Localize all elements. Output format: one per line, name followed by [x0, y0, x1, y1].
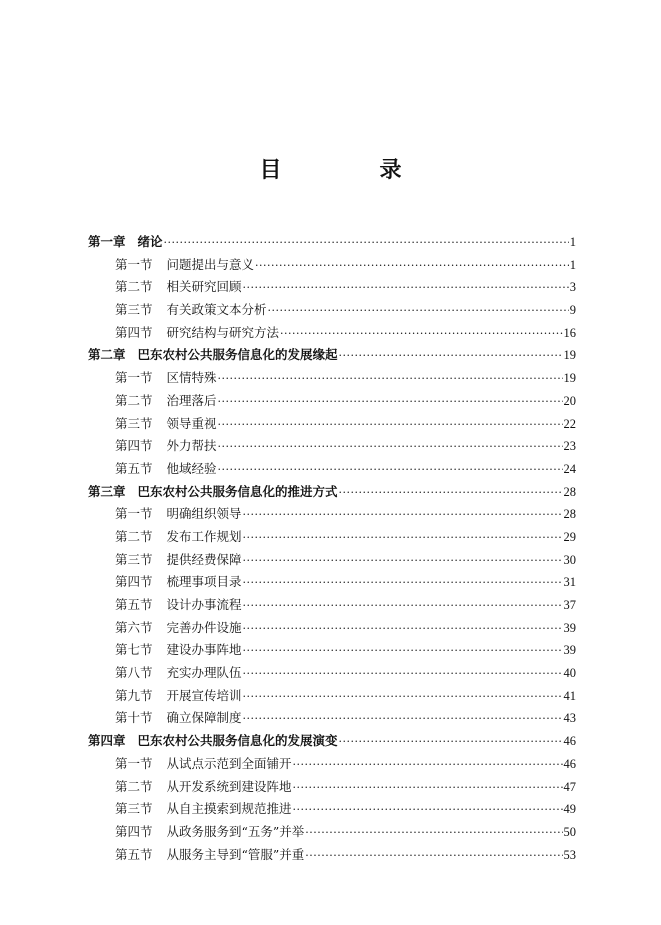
toc-dot-leader	[268, 300, 569, 323]
toc-entry-title: 提供经费保障	[166, 551, 242, 567]
toc-dot-leader	[339, 731, 563, 754]
toc-entry-title: 外力帮扶	[166, 438, 217, 454]
toc-section-row[interactable]	[88, 844, 576, 867]
toc-entry-title: 巴东农村公共服务信息化的发展缘起	[137, 347, 338, 363]
toc-entry-title: 问题提出与意义	[166, 256, 255, 272]
toc-section-row[interactable]	[88, 435, 576, 458]
toc-entry-title: 确立保障制度	[166, 710, 242, 726]
toc-page-number: 28	[563, 507, 576, 522]
toc-entry-number: 第二节	[115, 279, 153, 295]
toc-page-number: 30	[563, 552, 576, 567]
toc-dot-leader	[305, 822, 562, 845]
toc-entry-title: 设计办事流程	[166, 597, 242, 612]
toc-dot-leader	[243, 686, 563, 709]
toc-section-row[interactable]	[88, 367, 576, 390]
toc-page-number: 22	[563, 416, 576, 431]
toc-section-row[interactable]	[88, 503, 576, 526]
toc-entry-number: 第二节	[115, 528, 153, 544]
toc-chapter-row[interactable]	[88, 730, 576, 753]
toc-entry-title: 从政务服务到“五务”并举	[166, 823, 305, 839]
toc-entry-number: 第八节	[115, 665, 153, 681]
toc-page-number: 50	[563, 824, 576, 839]
toc-entry-title: 明确组织领导	[166, 506, 242, 522]
toc-page-number: 46	[563, 756, 576, 771]
toc-page-number: 23	[563, 439, 576, 454]
toc-entry-number: 第四节	[115, 324, 153, 340]
toc-entry-title: 区情特殊	[166, 370, 217, 386]
toc-entry-number: 第五节	[115, 846, 153, 862]
toc-page-number: 24	[563, 461, 576, 476]
toc-section-row[interactable]	[88, 254, 576, 277]
toc-entry-number: 第四节	[115, 574, 153, 590]
toc-page-number: 46	[563, 734, 576, 749]
toc-entry-number: 第七节	[115, 642, 153, 658]
toc-section-row[interactable]	[88, 526, 576, 549]
toc-section-row[interactable]	[88, 662, 576, 685]
toc-dot-leader	[218, 414, 563, 437]
toc-entry-number: 第五节	[115, 460, 153, 476]
toc-section-row[interactable]	[88, 390, 576, 413]
table-of-contents	[88, 231, 576, 866]
toc-entry-title: 他域经验	[166, 460, 217, 476]
toc-entry-title: 巴东农村公共服务信息化的推进方式	[137, 483, 338, 499]
toc-dot-leader	[218, 391, 563, 414]
toc-page-number: 37	[563, 598, 576, 612]
toc-dot-leader	[243, 277, 569, 300]
toc-entry-number: 第四节	[115, 438, 153, 454]
toc-dot-leader	[293, 777, 563, 800]
toc-entry-title: 治理落后	[166, 392, 217, 408]
toc-dot-leader	[305, 845, 562, 868]
toc-dot-leader	[243, 595, 563, 618]
toc-entry-title: 从自主摸索到规范推进	[166, 801, 292, 817]
toc-dot-leader	[164, 232, 569, 255]
toc-entry-title: 有关政策文本分析	[166, 302, 267, 318]
toc-entry-number: 第五节	[115, 597, 153, 612]
toc-dot-leader	[218, 368, 563, 391]
toc-entry-number: 第二章	[88, 347, 126, 363]
toc-dot-leader	[255, 255, 569, 278]
toc-entry-title: 发布工作规划	[166, 528, 242, 544]
toc-section-row[interactable]	[88, 549, 576, 572]
toc-page-number: 3	[569, 280, 576, 295]
toc-entry-title: 巴东农村公共服务信息化的发展演变	[137, 733, 338, 749]
toc-dot-leader	[243, 527, 563, 550]
toc-entry-number: 第三节	[115, 302, 153, 318]
toc-page-number: 41	[563, 688, 576, 703]
toc-section-row[interactable]	[88, 571, 576, 594]
toc-dot-leader	[243, 618, 563, 641]
toc-dot-leader	[280, 323, 562, 346]
toc-section-row[interactable]	[88, 821, 576, 844]
toc-entry-title: 完善办件设施	[166, 619, 242, 635]
toc-dot-leader	[243, 663, 563, 686]
toc-section-row[interactable]	[88, 458, 576, 481]
toc-entry-title: 建设办事阵地	[166, 642, 242, 658]
toc-page-number: 1	[569, 235, 576, 249]
toc-chapter-row[interactable]	[88, 481, 576, 504]
toc-entry-number: 第三节	[115, 551, 153, 567]
toc-page-number: 9	[569, 303, 576, 318]
toc-entry-number: 第二节	[115, 392, 153, 408]
page-title: 目 录	[259, 157, 440, 183]
toc-page-number: 39	[563, 643, 576, 658]
toc-entry-title: 梳理事项目录	[166, 574, 242, 590]
toc-section-row[interactable]	[88, 276, 576, 299]
toc-page-number: 28	[563, 484, 576, 499]
toc-entry-number: 第一节	[115, 256, 153, 272]
toc-entry-number: 第三节	[115, 801, 153, 817]
toc-entry-number: 第一章	[88, 234, 126, 249]
toc-section-row[interactable]	[88, 594, 576, 617]
toc-page-number: 47	[563, 779, 576, 794]
toc-entry-title: 从试点示范到全面铺开	[166, 755, 292, 771]
toc-entry-number: 第四章	[88, 733, 126, 749]
toc-entry-number: 第六节	[115, 619, 153, 635]
toc-page-number: 1	[569, 257, 576, 272]
toc-section-row[interactable]	[88, 322, 576, 345]
toc-dot-leader	[218, 459, 563, 482]
toc-page-number: 16	[563, 325, 576, 340]
toc-page-number: 49	[563, 802, 576, 817]
toc-entry-number: 第三章	[88, 483, 126, 499]
toc-entry-title: 绪论	[137, 234, 163, 249]
toc-page-number: 20	[563, 393, 576, 408]
toc-page-number: 29	[563, 529, 576, 544]
toc-section-row[interactable]	[88, 413, 576, 436]
toc-entry-title: 开展宣传培训	[166, 687, 242, 703]
toc-dot-leader	[293, 754, 563, 777]
toc-page-number: 39	[563, 620, 576, 635]
toc-entry-number: 第四节	[115, 823, 153, 839]
toc-page-number: 53	[563, 847, 576, 862]
toc-page-number: 19	[563, 371, 576, 386]
toc-section-row[interactable]	[88, 617, 576, 640]
toc-section-row[interactable]	[88, 707, 576, 730]
toc-entry-title: 从服务主导到“管服”并重	[166, 846, 305, 862]
toc-section-row[interactable]	[88, 685, 576, 708]
toc-entry-number: 第十节	[115, 710, 153, 726]
toc-dot-leader	[339, 345, 563, 368]
toc-dot-leader	[243, 640, 563, 663]
toc-entry-number: 第一节	[115, 755, 153, 771]
toc-section-row[interactable]	[88, 299, 576, 322]
toc-entry-title: 相关研究回顾	[166, 279, 242, 295]
toc-dot-leader	[218, 436, 563, 459]
toc-page-number: 19	[563, 348, 576, 363]
toc-dot-leader	[293, 799, 563, 822]
toc-chapter-row[interactable]	[88, 231, 576, 254]
toc-dot-leader	[243, 550, 563, 573]
toc-entry-number: 第三节	[115, 415, 153, 431]
toc-entry-title: 领导重视	[166, 415, 217, 431]
toc-section-row[interactable]	[88, 776, 576, 799]
toc-page-number: 31	[563, 575, 576, 590]
toc-dot-leader	[243, 572, 563, 595]
toc-entry-title: 从开发系统到建设阵地	[166, 778, 292, 794]
toc-entry-title: 充实办理队伍	[166, 665, 242, 681]
toc-entry-number: 第二节	[115, 778, 153, 794]
toc-entry-title: 研究结构与研究方法	[166, 324, 280, 340]
toc-entry-number: 第一节	[115, 370, 153, 386]
toc-dot-leader	[243, 504, 563, 527]
toc-section-row[interactable]	[88, 753, 576, 776]
toc-dot-leader	[339, 482, 563, 505]
toc-dot-leader	[243, 708, 563, 731]
toc-page-number: 43	[563, 711, 576, 726]
toc-entry-number: 第九节	[115, 687, 153, 703]
toc-chapter-row[interactable]	[88, 344, 576, 367]
toc-page-number: 40	[563, 666, 576, 681]
toc-entry-number: 第一节	[115, 506, 153, 522]
toc-section-row[interactable]	[88, 639, 576, 662]
toc-section-row[interactable]	[88, 798, 576, 821]
